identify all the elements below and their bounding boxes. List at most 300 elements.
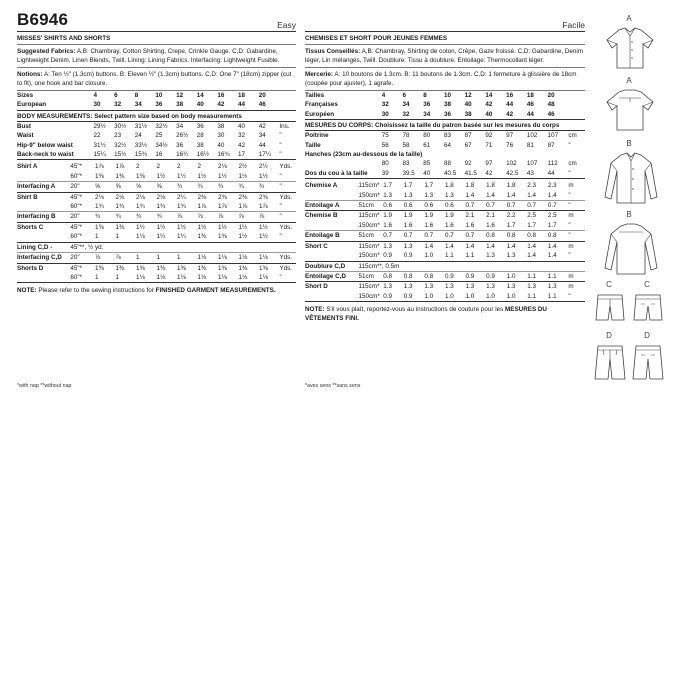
cell: 1.0	[507, 271, 528, 281]
cell: 1½	[218, 172, 239, 182]
cell: 1⅜	[115, 172, 136, 182]
cell: "	[568, 251, 585, 261]
cell: 97	[485, 160, 493, 168]
cell: 44	[548, 169, 569, 179]
row-label: 18	[526, 92, 534, 99]
cell: 1.1	[527, 271, 548, 281]
cell: 83	[402, 160, 410, 168]
cell: 107	[526, 160, 538, 168]
yardage-row	[305, 191, 585, 201]
size-row	[17, 91, 296, 100]
cell: 0.8	[424, 271, 445, 281]
cell: 40	[217, 141, 225, 149]
row-label: Entoilage A	[305, 201, 359, 211]
cell: 1.3	[403, 283, 413, 291]
cell: 1⅛	[218, 273, 239, 283]
row-label	[305, 292, 359, 302]
yardage-table-fr	[305, 181, 585, 302]
cell: 51cm	[359, 231, 384, 241]
cell: m	[568, 212, 574, 220]
cell: 42	[238, 141, 246, 149]
cell: 1⅜	[136, 172, 157, 182]
cell: 1.7	[527, 221, 548, 231]
cell: 112	[547, 160, 558, 168]
cell: 1.9	[424, 212, 434, 220]
row-label: Hip-9" below waist	[17, 141, 73, 149]
cell: ⅞	[115, 253, 136, 263]
cell: 2⅛	[115, 193, 125, 201]
body-measurement-row	[17, 141, 296, 150]
cell: 32	[238, 132, 246, 140]
cell: 1.3	[486, 251, 507, 261]
cell: ¾	[218, 182, 239, 192]
cell: 45"*	[70, 193, 83, 201]
cell: 41.5	[465, 169, 486, 179]
cell: 1.6	[445, 221, 466, 231]
cell: 88	[443, 160, 451, 168]
row-label: 30	[382, 110, 403, 120]
cell: cm	[568, 132, 577, 140]
cell: 45"*	[70, 163, 83, 171]
cell: 1.7	[424, 182, 434, 190]
cell: 1½	[238, 223, 248, 231]
difficulty-level: Easy	[277, 20, 296, 30]
row-label	[305, 191, 359, 201]
row-label: Dos du cou à la taille	[305, 169, 382, 179]
cell: 1⅜	[135, 264, 145, 272]
cell: 16	[155, 150, 176, 160]
cell: 1.3	[424, 191, 445, 201]
english-column	[17, 10, 296, 295]
cell: 2½	[258, 163, 268, 171]
cell: 31½	[93, 141, 106, 149]
cell: Yds.	[279, 223, 293, 231]
cell: 1½	[238, 172, 259, 182]
cell: 1.3	[403, 242, 413, 250]
cell: "	[279, 172, 296, 182]
cell: 0.8	[383, 271, 404, 281]
row-label: Lining C,D -	[17, 242, 70, 252]
cell: 2.5	[527, 212, 537, 220]
cell: 0.9	[445, 271, 466, 281]
cell: 1.6	[424, 221, 445, 231]
cell: 0.6	[445, 201, 466, 211]
cell: 42	[485, 169, 506, 179]
size-row	[305, 91, 585, 100]
row-label: Shirt A	[17, 163, 38, 171]
cell: 0.6	[404, 201, 425, 211]
cell: 51cm	[359, 271, 384, 281]
row-label: 30	[93, 100, 114, 110]
cell: 42.5	[506, 169, 527, 179]
cell: 1⅞	[94, 163, 104, 171]
yardage-row	[305, 261, 585, 271]
body-measurement-row	[305, 131, 585, 140]
cell: 0.7	[445, 231, 466, 241]
cell: 1.6	[404, 221, 425, 231]
cell: 60"*	[70, 232, 95, 242]
yardage-row	[17, 222, 296, 232]
cell: 36	[176, 141, 184, 149]
cell: Ins.	[279, 122, 290, 130]
cell: 1.0	[486, 292, 507, 302]
cell: "	[279, 182, 296, 192]
row-label: 20	[547, 92, 555, 99]
cell: 1.4	[424, 242, 434, 250]
view-label: A	[626, 76, 632, 85]
body-measurement-row	[305, 169, 585, 179]
cell: 2¼	[176, 193, 186, 201]
cell: 1⅞	[218, 202, 239, 212]
cell: 30	[217, 132, 225, 140]
row-label: 36	[444, 110, 465, 120]
row-label: 42	[217, 100, 238, 110]
row-label: Shorts C	[17, 223, 44, 231]
cell: 40	[238, 122, 246, 130]
cell: 1½	[258, 223, 268, 231]
row-label: Shirt B	[17, 193, 38, 201]
cell: 16¼	[176, 150, 197, 160]
cell: 0.6	[383, 201, 404, 211]
cell: 60"*	[70, 273, 95, 283]
row-label: European	[17, 100, 93, 110]
cell: 107	[547, 132, 559, 140]
cell: 2	[176, 163, 181, 171]
row-label: Entoilage C,D	[305, 271, 359, 281]
cell: 1.4	[486, 242, 495, 250]
cell: 1	[136, 253, 157, 263]
cell: 32½	[155, 122, 168, 130]
cell: 1½	[177, 172, 198, 182]
cell: 1.1	[445, 251, 466, 261]
cell: 43	[527, 169, 548, 179]
cell: 2.3	[527, 182, 537, 190]
cell: 1⅜	[94, 223, 104, 231]
row-label: 16	[506, 92, 514, 99]
cell	[279, 91, 296, 100]
cell: 1.0	[424, 251, 445, 261]
cell: 1.8	[465, 182, 475, 190]
cell: 1.6	[466, 221, 487, 231]
yardage-row	[17, 182, 296, 192]
cell: 97	[506, 132, 514, 140]
cell: ⅞	[218, 212, 239, 222]
row-label	[17, 172, 70, 182]
cell: "	[279, 232, 296, 242]
cell: 51cm	[359, 201, 384, 211]
row-label: 34	[423, 110, 444, 120]
note-label-fr: NOTE:	[305, 306, 325, 314]
cell: "	[568, 221, 585, 231]
cell: 1	[115, 273, 136, 283]
row-label: Short C	[305, 242, 328, 250]
row-label: Shorts D	[17, 264, 44, 272]
footnote-fr: *avec sens **sans sens	[305, 383, 361, 389]
cell: "	[279, 202, 296, 212]
cell: 1.8	[486, 182, 495, 190]
cell: ¾	[136, 212, 157, 222]
cell: 45"*	[70, 264, 83, 272]
cell: 1.1	[466, 251, 487, 261]
cell: 0.7	[486, 201, 507, 211]
cell: 1⅜	[197, 232, 218, 242]
fabrics-paragraph-fr	[305, 45, 585, 68]
cell: 45"**, ½ yd.	[70, 242, 296, 252]
cell: 16¾	[217, 150, 238, 160]
body-measurements-title: BODY MEASUREMENTS: Select pattern size based on body measurements	[17, 111, 296, 122]
cell: 1.1	[527, 292, 548, 302]
cell: 1⅜	[218, 232, 239, 242]
cell: 1⅞	[238, 202, 259, 212]
cell: 1.0	[445, 292, 466, 302]
cell: 15¾	[135, 150, 156, 160]
cell: 1.3	[486, 283, 495, 291]
row-label: 12	[464, 92, 472, 99]
cell: 2	[135, 163, 140, 171]
row-label: 38	[176, 100, 197, 110]
cell: 1.6	[383, 221, 404, 231]
cell: 1⅞	[259, 202, 280, 212]
cell: 34	[176, 122, 184, 130]
cell: "	[568, 141, 571, 149]
shirt-a-back-drawing	[603, 88, 657, 132]
cell: 2⅜	[238, 193, 248, 201]
row-label: Européen	[305, 110, 382, 120]
cell: "	[568, 169, 585, 179]
row-label: Bust	[17, 122, 31, 130]
cell: 115cm**, 0.5m	[359, 261, 585, 271]
cell: 1¾	[136, 202, 157, 212]
cell: 115cm*	[358, 242, 380, 250]
cell: 1.7	[403, 182, 413, 190]
cell: 1.4	[466, 191, 487, 201]
row-label: 32	[381, 101, 389, 109]
row-label: 44	[527, 110, 548, 120]
yardage-row	[305, 271, 585, 281]
cell: 34½	[155, 141, 168, 149]
cell: 0.6	[424, 201, 445, 211]
yardage-row	[305, 251, 585, 261]
yardage-row	[305, 211, 585, 221]
cell: ⅝	[95, 182, 116, 192]
cell: 0.7	[548, 201, 569, 211]
body-measurement-row	[305, 141, 585, 150]
cell: 2⅛	[217, 163, 227, 171]
cell: 1½	[259, 172, 280, 182]
cell: ⅝	[156, 182, 177, 192]
cell: 1.9	[383, 212, 392, 220]
notions-text-fr: A: 10 boutons de 1.3cm. B: 11 boutons de 1.3cm. C,D: 1 fermeture à glissière de 18cm (coupée pour ajuster), 1 agrafe.	[305, 71, 577, 87]
cell: 115cm*	[358, 182, 380, 190]
cell: ¾	[238, 182, 259, 192]
row-label: 46	[548, 110, 569, 120]
row-label	[305, 221, 359, 231]
cell: Yds.	[279, 163, 293, 171]
cell: 24	[134, 132, 142, 140]
cell: 26½	[176, 132, 189, 140]
row-label: 14	[485, 92, 493, 99]
cell: m	[568, 182, 574, 190]
view-label: C	[606, 280, 612, 289]
cell: 1.0	[466, 292, 487, 302]
cell: 1.1	[548, 271, 569, 281]
cell: 1.7	[383, 182, 392, 190]
cell: 15½	[114, 150, 135, 160]
cell: 36	[196, 122, 204, 130]
cell: 1.4	[548, 251, 569, 261]
cell: 33½	[134, 141, 148, 149]
cell: 44	[258, 141, 266, 149]
cell: 1¼	[156, 232, 177, 242]
row-label: Sizes	[17, 92, 34, 99]
yardage-row	[305, 221, 585, 231]
yardage-row	[17, 263, 296, 273]
cell: "	[568, 201, 585, 211]
fabrics-label: Suggested Fabrics:	[17, 48, 76, 55]
cell: 38	[217, 122, 225, 130]
cell: "	[568, 231, 585, 241]
body-measurement-row	[17, 122, 296, 131]
footnote-en: *with nap **without nap	[17, 383, 72, 389]
cell: 20"	[70, 212, 95, 222]
cell: 39.5	[402, 169, 423, 179]
cell	[568, 100, 585, 109]
cell: 1½	[217, 223, 227, 231]
fabrics-label-fr: Tissus Conseillés:	[305, 48, 361, 55]
shirt-b-back-drawing	[601, 222, 661, 278]
row-label: 10	[443, 92, 451, 99]
row-label: 16	[217, 92, 225, 99]
cell: 1.0	[424, 292, 445, 302]
cell: 1½	[156, 223, 166, 231]
cell: 1⅛	[238, 253, 259, 263]
cell: 1.7	[548, 221, 569, 231]
cell: 0.7	[507, 201, 528, 211]
note	[17, 283, 296, 295]
row-label: 36	[423, 101, 431, 109]
cell: 1⅛	[218, 253, 239, 263]
cell: 1	[177, 253, 198, 263]
row-label: 46	[259, 100, 280, 110]
row-label: 44	[506, 101, 514, 109]
yardage-row	[17, 242, 296, 252]
row-label: 14	[196, 92, 204, 99]
cell	[568, 91, 585, 100]
cell: 87	[464, 132, 472, 140]
cell: 1.8	[444, 182, 454, 190]
cell: 0.8	[486, 231, 507, 241]
yardage-row	[305, 292, 585, 302]
cell: 92	[485, 132, 493, 140]
cell: cm	[568, 160, 577, 168]
cell: 1⅛	[177, 273, 198, 283]
row-label: 6	[402, 92, 406, 99]
cell	[279, 100, 296, 110]
cell: 1.4	[444, 242, 454, 250]
shorts-c-back-drawing	[631, 292, 665, 324]
notions-text: A: Ten ½" (1.3cm) buttons. B: Eleven ½" (1.3cm) buttons. C,D: One 7" (18cm) zipper (cut to fit), one hook and bar closure.	[17, 71, 292, 87]
body-measurements-table-fr	[305, 131, 585, 179]
shorts-d-front-drawing	[593, 343, 627, 383]
note-text-fr: S'il vous plaît, reportez-vous au instructions de couture pour les	[324, 306, 505, 314]
french-column	[305, 10, 585, 323]
cell: 150cm*	[359, 292, 384, 302]
cell: 1.9	[403, 212, 413, 220]
row-label: 40	[197, 100, 218, 110]
size-table	[17, 91, 296, 111]
cell: 2.3	[547, 182, 557, 190]
cell: 78	[402, 132, 410, 140]
cell: 102	[506, 160, 517, 168]
cell: 0.7	[383, 231, 404, 241]
row-label: 42	[485, 101, 493, 109]
row-label: 32	[402, 110, 423, 120]
cell: 1⅜	[176, 264, 186, 272]
row-label	[17, 232, 70, 242]
difficulty-level-fr: Facile	[562, 20, 585, 30]
cell: ⅞	[197, 212, 218, 222]
yardage-row	[305, 231, 585, 241]
cell: 102	[526, 132, 538, 140]
row-label: Interfacing B	[17, 212, 70, 222]
cell: 1⅛	[156, 273, 177, 283]
note-fr	[305, 302, 585, 323]
cell: 0.9	[383, 292, 404, 302]
row-label: 48	[547, 101, 555, 109]
cell: ¾	[197, 182, 218, 192]
cell: 1.4	[465, 242, 475, 250]
cell: 31½	[134, 122, 148, 130]
cell: 1¾	[115, 202, 136, 212]
row-label: 34	[135, 100, 156, 110]
cell: "	[279, 273, 296, 283]
cell: 58	[402, 141, 410, 149]
cell: 92	[464, 160, 472, 168]
cell: "	[279, 212, 296, 222]
cell: ⅝	[136, 182, 157, 192]
cell: 40	[423, 169, 444, 179]
view-illustrations	[591, 14, 673, 384]
cell: Yds.	[279, 193, 293, 201]
cell: 0.7	[424, 231, 445, 241]
notions-paragraph-fr	[305, 68, 585, 91]
row-label: 46	[526, 101, 534, 109]
view-label: B	[626, 139, 632, 148]
cell: 85	[423, 160, 431, 168]
cell: 0.8	[548, 231, 569, 241]
row-label: 34	[402, 101, 410, 109]
cell: m	[568, 283, 574, 291]
cell: 40.5	[444, 169, 465, 179]
cell: 1⅜	[115, 264, 125, 272]
cell: ¾	[115, 212, 136, 222]
view-label: A	[626, 14, 632, 23]
cell: 1⅞	[197, 202, 218, 212]
cell: 1.3	[527, 283, 537, 291]
cell: 1	[95, 273, 116, 283]
shorts-d-back-drawing	[631, 343, 665, 383]
header-en	[17, 10, 296, 32]
cell: 1.0	[507, 292, 528, 302]
cell: 81	[526, 141, 534, 149]
cell: 1.3	[383, 242, 392, 250]
cell: 0.9	[486, 271, 507, 281]
cell: 25	[155, 132, 163, 140]
note-label: NOTE:	[17, 287, 37, 295]
cell: 1⅜	[238, 264, 248, 272]
row-label	[17, 202, 70, 212]
cell: 1.3	[404, 191, 425, 201]
